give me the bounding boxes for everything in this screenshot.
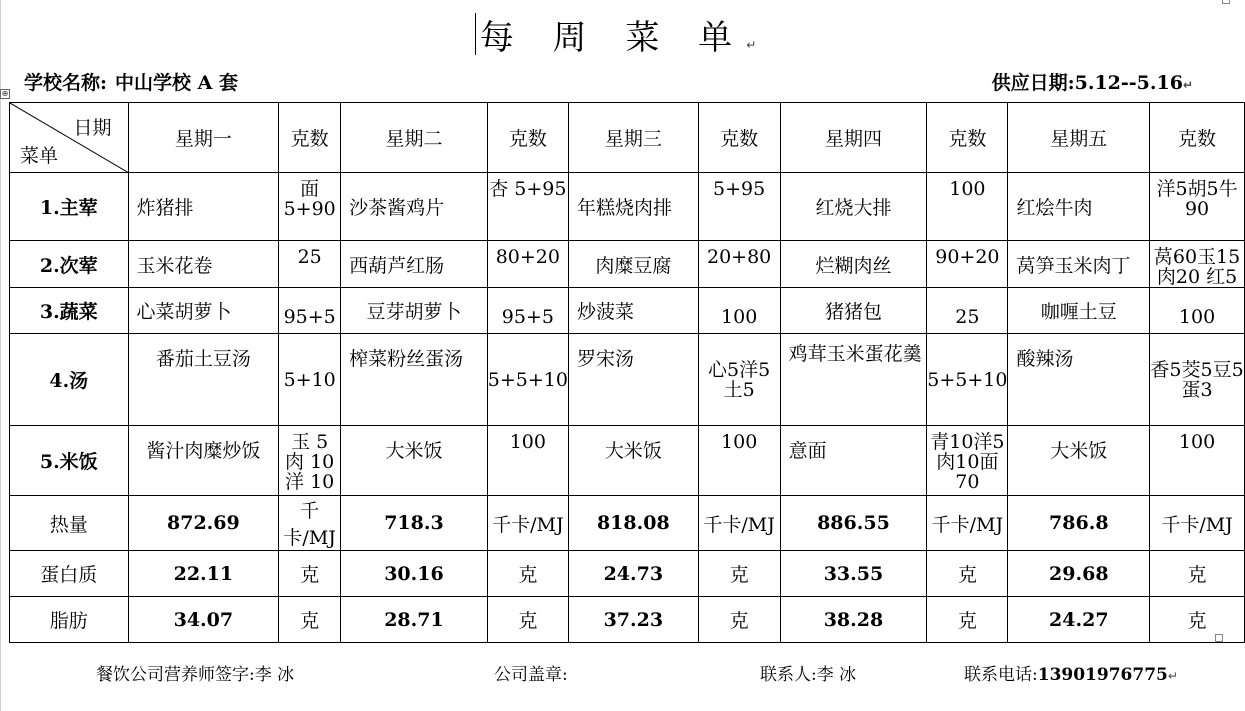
grams-header: 克数	[1150, 103, 1245, 173]
row-label: 1.主荤	[10, 173, 129, 241]
dish-cell: 豆芽胡萝卜	[341, 288, 488, 334]
grams-cell: 25	[927, 288, 1008, 334]
dish-cell: 番茄土豆汤	[128, 334, 279, 426]
nutrition-unit: 千卡/MJ	[698, 496, 780, 551]
dish-cell: 咖喱土豆	[1008, 288, 1150, 334]
menu-row	[10, 173, 1245, 241]
dish-cell: 炒菠菜	[568, 288, 698, 334]
day-header: 星期四	[780, 103, 927, 173]
grams-cell: 100	[698, 426, 780, 496]
dish-cell: 心菜胡萝卜	[128, 288, 279, 334]
dish-cell: 炸猪排	[128, 173, 279, 241]
grams-cell: 5+5+10	[487, 334, 568, 426]
menu-row	[10, 241, 1245, 288]
grams-cell: 洋5胡5牛90	[1150, 173, 1245, 241]
page-corner-mark	[1222, 0, 1230, 4]
corner-date-label: 日期	[73, 117, 112, 139]
grams-cell: 香5茭5豆5蛋3	[1150, 334, 1245, 426]
nutrition-label: 脂肪	[10, 597, 129, 643]
menu-row	[10, 288, 1245, 334]
row-label: 5.米饭	[10, 426, 129, 496]
grams-header: 克数	[487, 103, 568, 173]
dish-cell: 沙茶酱鸡片	[341, 173, 488, 241]
nutrition-unit: 克	[1150, 597, 1245, 643]
dish-cell: 莴笋玉米肉丁	[1008, 241, 1150, 288]
grams-cell: 100	[1150, 426, 1245, 496]
grams-cell: 玉 5 肉 10 洋 10	[279, 426, 341, 496]
grams-cell: 5+95	[698, 173, 780, 241]
grams-cell: 95+5	[279, 288, 341, 334]
nutrition-row	[10, 496, 1245, 551]
grams-cell: 95+5	[487, 288, 568, 334]
nutrition-unit: 克	[1150, 551, 1245, 597]
nutrition-unit: 克	[487, 551, 568, 597]
corner-cell	[10, 103, 129, 173]
school-value: 中山学校 A 套	[115, 72, 238, 94]
dish-cell: 酱汁肉糜炒饭	[128, 426, 279, 496]
dish-cell: 烂糊肉丝	[780, 241, 927, 288]
nutrition-value: 29.68	[1008, 551, 1150, 597]
table-move-handle-icon[interactable]: ⊕	[1, 89, 9, 98]
dish-cell: 红烧大排	[780, 173, 927, 241]
nutrition-unit: 千卡/MJ	[279, 496, 341, 551]
nutrition-unit: 克	[487, 597, 568, 643]
grams-cell: 5+10	[279, 334, 341, 426]
school-label: 学校名称:	[24, 72, 108, 94]
nutrition-unit: 克	[927, 597, 1008, 643]
dish-cell: 肉糜豆腐	[568, 241, 698, 288]
nutrition-unit: 克	[698, 551, 780, 597]
grams-cell: 100	[487, 426, 568, 496]
row-label: 2.次荤	[10, 241, 129, 288]
grams-header: 克数	[698, 103, 780, 173]
school-name	[24, 68, 238, 95]
grams-cell: 心5洋5土5	[698, 334, 780, 426]
nutrition-unit: 千卡/MJ	[487, 496, 568, 551]
dish-cell: 玉米花卷	[128, 241, 279, 288]
corner-menu-label: 菜单	[20, 145, 59, 167]
weekly-menu-table	[9, 102, 1245, 643]
dish-cell: 罗宋汤	[568, 334, 698, 426]
dish-cell: 年糕烧肉排	[568, 173, 698, 241]
nutrition-value: 22.11	[128, 551, 279, 597]
nutrition-value: 718.3	[341, 496, 488, 551]
nutrition-label: 蛋白质	[10, 551, 129, 597]
dish-cell: 大米饭	[341, 426, 488, 496]
day-header: 星期二	[341, 103, 488, 173]
nutrition-unit: 克	[279, 597, 341, 643]
dish-cell: 猪猪包	[780, 288, 927, 334]
dish-cell: 大米饭	[568, 426, 698, 496]
day-header: 星期一	[128, 103, 279, 173]
contact-person: 联系人:李 冰	[760, 665, 857, 685]
supply-date: 供应日期:5.12--5.16↵	[991, 72, 1193, 94]
nutrition-value: 886.55	[780, 496, 927, 551]
grams-cell: 25	[279, 241, 341, 288]
grams-cell: 100	[1150, 288, 1245, 334]
text-cursor	[475, 13, 476, 55]
nutrition-value: 786.8	[1008, 496, 1150, 551]
nutrition-value: 33.55	[780, 551, 927, 597]
grams-cell: 80+20	[487, 241, 568, 288]
nutrition-value: 872.69	[128, 496, 279, 551]
grams-cell: 90+20	[927, 241, 1008, 288]
nutrition-value: 37.23	[568, 597, 698, 643]
header-row	[10, 103, 1245, 173]
dish-cell: 大米饭	[1008, 426, 1150, 496]
nutrition-value: 34.07	[128, 597, 279, 643]
menu-row	[10, 334, 1245, 426]
dish-cell: 鸡茸玉米蛋花羹	[780, 334, 927, 426]
grams-cell: 青10洋5 肉10面 70	[927, 426, 1008, 496]
dish-cell: 榨菜粉丝蛋汤	[341, 334, 488, 426]
grams-cell: 杏 5+95	[487, 173, 568, 241]
grams-cell: 20+80	[698, 241, 780, 288]
nutrition-row	[10, 597, 1245, 643]
nutrition-unit: 克	[927, 551, 1008, 597]
grams-cell: 100	[698, 288, 780, 334]
nutritionist-signature: 餐饮公司营养师签字:李 冰	[96, 665, 295, 685]
company-seal: 公司盖章:	[494, 665, 568, 685]
grams-cell: 面5+90	[279, 173, 341, 241]
grams-cell: 100	[927, 173, 1008, 241]
row-label: 3.蔬菜	[10, 288, 129, 334]
nutrition-label: 热量	[10, 496, 129, 551]
nutrition-unit: 千卡/MJ	[927, 496, 1008, 551]
dish-cell: 红烩牛肉	[1008, 173, 1150, 241]
row-label: 4.汤	[10, 334, 129, 426]
day-header: 星期五	[1008, 103, 1150, 173]
nutrition-value: 30.16	[341, 551, 488, 597]
nutrition-value: 38.28	[780, 597, 927, 643]
grams-header: 克数	[279, 103, 341, 173]
day-header: 星期三	[568, 103, 698, 173]
nutrition-value: 24.27	[1008, 597, 1150, 643]
page-edge	[0, 0, 1, 711]
nutrition-unit: 克	[279, 551, 341, 597]
grams-cell: 5+5+10	[927, 334, 1008, 426]
menu-row	[10, 426, 1245, 496]
dish-cell: 西葫芦红肠	[341, 241, 488, 288]
nutrition-value: 24.73	[568, 551, 698, 597]
dish-cell: 酸辣汤	[1008, 334, 1150, 426]
contact-phone: 联系电话:13901976775↵	[964, 665, 1178, 685]
grams-cell: 莴60玉15肉20 红5	[1150, 241, 1245, 288]
dish-cell: 意面	[780, 426, 927, 496]
grams-header: 克数	[927, 103, 1008, 173]
page-title: 每 周 菜 单↵	[0, 10, 1245, 59]
nutrition-row	[10, 551, 1245, 597]
nutrition-unit: 千卡/MJ	[1150, 496, 1245, 551]
nutrition-unit: 克	[698, 597, 780, 643]
nutrition-value: 28.71	[341, 597, 488, 643]
nutrition-value: 818.08	[568, 496, 698, 551]
